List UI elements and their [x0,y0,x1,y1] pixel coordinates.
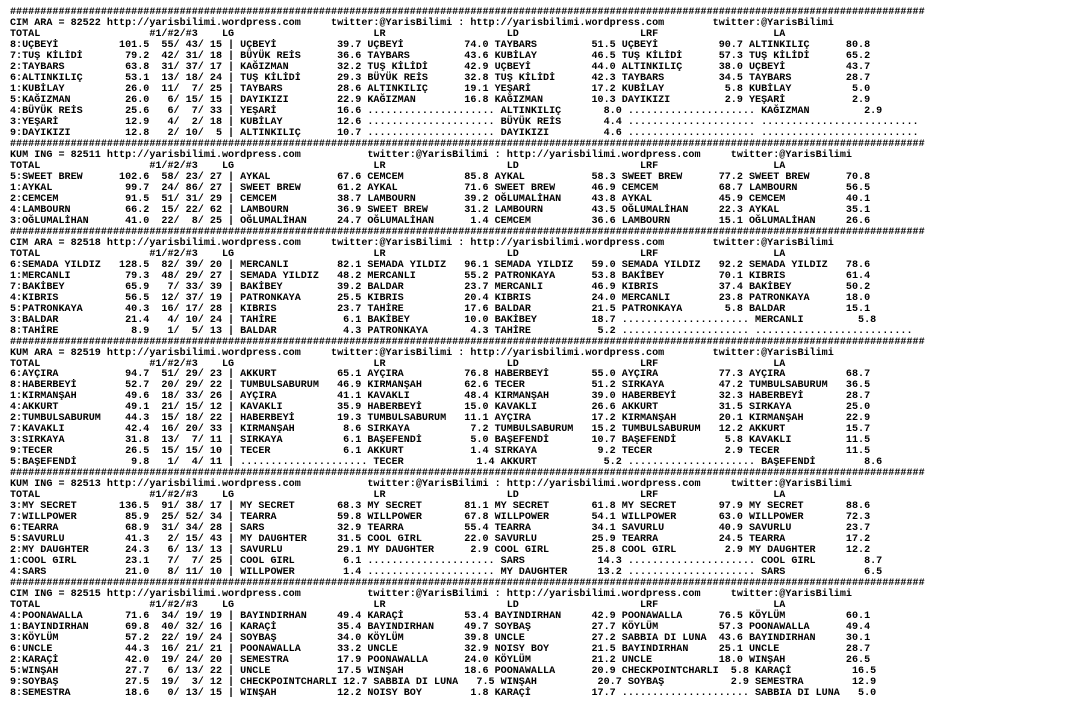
horse-row: 1:MERCANLI 79.3 48/ 29/ 27 | SEMADA YILDIZ 48.2 MERCANLI 55.2 PATRONKAYA 53.8 BAKİBEY 70.1 KIBRIS 61.4 [10,270,871,282]
horse-row: 5:PATRONKAYA 40.3 16/ 17/ 28 | KIBRIS 23.7 TAHİRE 17.6 BALDAR 21.5 PATRONKAYA 5.8 BALDAR 15.1 [10,303,871,315]
horse-row: 5:SAVURLU 41.3 2/ 15/ 43 | MY DAUGHTER 31.5 COOL GIRL 22.0 SAVURLU 25.9 TEARRA 24.5 TEARRA 17.2 [10,534,871,546]
race-header: CIM ARA = 82522 http://yarisbilimi.wordpress.com twitter:@YarisBilimi : http://yarisbilimi.wordpress.com twitter:@YarisBilimi [10,17,834,29]
hash-separator: ####################################################################################################################################################### [10,7,925,18]
horse-row: 8:SEMESTRA 18.6 0/ 13/ 15 | WINŞAH 12.2 NOISY BOY 1.8 KARAÇİ 17.7 ..................... SABBIA DI LUNA 5.0 [10,688,877,700]
horse-row: 8:UÇBEYİ 101.5 55/ 43/ 15 | UÇBEYİ 39.7 UÇBEYİ 74.0 TAYBARS 51.5 UÇBEYİ 90.7 ALTINKILIÇ 80.8 [10,39,871,51]
horse-row: 1:KIRMANŞAH 49.6 18/ 33/ 26 | AYÇIRA 41.1 KAVAKLI 48.4 KIRMANŞAH 39.0 HABERBEYİ 32.3 HABERBEYİ 28.7 [10,391,871,403]
horse-row: 7:KAVAKLI 42.4 16/ 20/ 33 | KIRMANŞAH 8.6 SIRKAYA 7.2 TUMBULSABURUM 15.2 TUMBULSABURUM 12.2 AKKURT 15.7 [10,424,871,436]
horse-row: 4:SARS 21.0 8/ 11/ 10 | WILLPOWER 1.4 ..................... MY DAUGHTER 13.2 ..................... SARS 6.5 [10,567,883,579]
horse-row: 3:YEŞARİ 12.9 4/ 2/ 18 | KUBİLAY 12.6 ..................... BÜYÜK REİS 4.4 ..................... .......................... [10,116,919,128]
horse-row: 7:WILLPOWER 85.9 25/ 52/ 34 | TEARRA 59.8 WILLPOWER 67.8 WILLPOWER 54.1 WILLPOWER 63.0 WILLPOWER 72.3 [10,512,871,524]
hash-separator: ####################################################################################################################################################### [10,226,925,238]
horse-row: 4:AKKURT 49.1 21/ 15/ 12 | KAVAKLI 35.9 HABERBEYİ 15.0 KAVAKLI 26.6 AKKURT 31.5 SIRKAYA 25.0 [10,402,871,414]
horse-row: 5:WINŞAH 27.7 6/ 13/ 22 | UNCLE 17.5 WINŞAH 18.6 POONAWALLA 20.9 CHECKPOINTCHARLI 5.8 KARAÇİ 16.5 [10,666,877,678]
horse-row: 2:TAYBARS 63.8 31/ 37/ 17 | KAĞIZMAN 32.2 TUŞ KİLİDİ 42.9 UÇBEYİ 44.0 ALTINKILIÇ 38.0 UÇBEYİ 43.7 [10,61,871,73]
horse-row: 9:TECER 26.5 15/ 15/ 10 | TECER 6.1 AKKURT 1.4 SIRKAYA 9.2 TECER 2.9 TECER 11.5 [10,446,871,458]
column-header: TOTAL #1/#2/#3 LG LR LD LRF LA [10,600,786,612]
race-header: KUM ARA = 82519 http://yarisbilimi.wordpress.com twitter:@YarisBilimi : http://yarisbilimi.wordpress.com twitter:@YarisBilimi [10,347,834,359]
horse-row: 3:BALDAR 21.4 4/ 10/ 24 | TAHİRE 6.1 BAKİBEY 10.0 BAKİBEY 18.7 ..................... MERCANLI 5.8 [10,314,877,326]
race-report [10,7,925,699]
horse-row: 5:SWEET BREW 102.6 58/ 23/ 27 | AYKAL 67.6 CEMCEM 85.8 AYKAL 58.3 SWEET BREW 77.2 SWEET BREW 70.8 [10,171,871,183]
hash-separator: ####################################################################################################################################################### [10,468,925,480]
horse-row: 6:TEARRA 68.9 31/ 34/ 28 | SARS 32.9 TEARRA 55.4 TEARRA 34.1 SAVURLU 40.9 SAVURLU 23.7 [10,523,871,535]
horse-row: 3:KÖYLÜM 57.2 22/ 19/ 24 | SOYBAŞ 34.0 KÖYLÜM 39.8 UNCLE 27.2 SABBIA DI LUNA 43.6 BAYINDIRHAN 30.1 [10,633,871,645]
horse-row: 2:MY DAUGHTER 24.3 6/ 13/ 13 | SAVURLU 29.1 MY DAUGHTER 2.9 COOL GIRL 25.8 COOL GIRL 2.9 MY DAUGHTER 12.2 [10,545,871,557]
column-header: TOTAL #1/#2/#3 LG LR LD LRF LA [10,28,786,40]
horse-row: 4:LAMBOURN 66.2 15/ 22/ 62 | LAMBOURN 36.9 SWEET BREW 31.2 LAMBOURN 43.5 OĞLUMALİHAN 22.3 AYKAL 35.1 [10,204,871,216]
column-header: TOTAL #1/#2/#3 LG LR LD LRF LA [10,160,786,172]
column-header: TOTAL #1/#2/#3 LG LR LD LRF LA [10,248,786,260]
horse-row: 1:KUBİLAY 26.0 11/ 7/ 25 | TAYBARS 28.6 ALTINKILIÇ 19.1 YEŞARİ 17.2 KUBİLAY 5.8 KUBİLAY 5.0 [10,83,871,95]
horse-row: 5:BAŞEFENDİ 9.8 1/ 4/ 11 | ..................... TECER 1.4 AKKURT 5.2 ..................... BAŞEFENDİ 8.6 [10,457,883,469]
horse-row: 7:TUŞ KİLİDİ 79.2 42/ 31/ 18 | BÜYÜK REİS 36.6 TAYBARS 43.6 KUBİLAY 46.5 TUŞ KİLİDİ 57.3 TUŞ KİLİDİ 65.2 [10,50,871,62]
horse-row: 6:ALTINKILIÇ 53.1 13/ 18/ 24 | TUŞ KİLİDİ 29.3 BÜYÜK REİS 32.8 TUŞ KİLİDİ 42.3 TAYBARS 34.5 TAYBARS 28.7 [10,72,871,84]
horse-row: 1:AYKAL 99.7 24/ 86/ 27 | SWEET BREW 61.2 AYKAL 71.6 SWEET BREW 46.9 CEMCEM 68.7 LAMBOURN 56.5 [10,182,871,194]
horse-row: 4:POONAWALLA 71.6 34/ 19/ 19 | BAYINDIRHAN 49.4 KARAÇİ 53.4 BAYINDIRHAN 42.9 POONAWALLA 76.5 KÖYLÜM 60.1 [10,611,871,623]
horse-row: 3:OĞLUMALİHAN 41.0 22/ 8/ 25 | OĞLUMALİHAN 24.7 OĞLUMALİHAN 1.4 CEMCEM 36.6 LAMBOURN 15.1 OĞLUMALİHAN 26.6 [10,215,871,227]
horse-row: 2:TUMBULSABURUM 44.3 15/ 18/ 22 | HABERBEYİ 19.3 TUMBULSABURUM 11.1 AYÇIRA 17.2 KIRMANŞAH 20.1 KIRMANŞAH 22.9 [10,413,871,425]
horse-row: 9:DAYIKIZI 12.8 2/ 10/ 5 | ALTINKILIÇ 10.7 ..................... DAYIKIZI 4.6 ..................... .......................... [10,127,919,139]
horse-row: 7:BAKİBEY 65.9 7/ 33/ 39 | BAKİBEY 39.2 BALDAR 23.7 MERCANLI 46.9 KIBRIS 37.4 BAKİBEY 50.2 [10,281,871,293]
horse-row: 6:SEMADA YILDIZ 128.5 82/ 39/ 20 | MERCANLI 82.1 SEMADA YILDIZ 96.1 SEMADA YILDIZ 59.0 SEMADA YILDIZ 92.2 SEMADA YILDIZ 78.6 [10,259,871,271]
horse-row: 6:AYÇIRA 94.7 51/ 29/ 23 | AKKURT 65.1 AYÇIRA 76.8 HABERBEYİ 55.0 AYÇIRA 77.3 AYÇIRA 68.7 [10,369,871,381]
horse-row: 8:HABERBEYİ 52.7 20/ 29/ 22 | TUMBULSABURUM 46.9 KIRMANŞAH 62.6 TECER 51.2 SIRKAYA 47.2 TUMBULSABURUM 36.5 [10,380,871,392]
horse-row: 3:SIRKAYA 31.8 13/ 7/ 11 | SIRKAYA 6.1 BAŞEFENDİ 5.0 BAŞEFENDİ 10.7 BAŞEFENDİ 5.8 KAVAKLI 11.5 [10,435,871,447]
race-header: CIM ARA = 82518 http://yarisbilimi.wordpress.com twitter:@YarisBilimi : http://yarisbilimi.wordpress.com twitter:@YarisBilimi [10,237,834,249]
column-header: TOTAL #1/#2/#3 LG LR LD LRF LA [10,358,786,370]
race-header: KUM ING = 82511 http://yarisbilimi.wordpress.com twitter:@YarisBilimi : http://yarisbilimi.wordpress.com twitter:@YarisBilimi [10,149,852,161]
horse-row: 2:CEMCEM 91.5 51/ 31/ 29 | CEMCEM 38.7 LAMBOURN 39.2 OĞLUMALİHAN 43.8 AYKAL 45.9 CEMCEM 40.1 [10,193,871,205]
race-header: KUM ING = 82513 http://yarisbilimi.wordpress.com twitter:@YarisBilimi : http://yarisbilimi.wordpress.com twitter:@YarisBilimi [10,479,852,491]
race-header: CIM ING = 82515 http://yarisbilimi.wordpress.com twitter:@YarisBilimi : http://yarisbilimi.wordpress.com twitter:@YarisBilimi [10,589,852,601]
hash-separator: ####################################################################################################################################################### [10,578,925,590]
horse-row: 1:BAYINDIRHAN 69.8 40/ 32/ 16 | KARAÇİ 35.4 BAYINDIRHAN 49.7 SOYBAŞ 27.7 KÖYLÜM 57.3 POONAWALLA 49.4 [10,622,871,634]
horse-row: 2:KARAÇİ 42.0 19/ 24/ 20 | SEMESTRA 17.9 POONAWALLA 24.0 KÖYLÜM 21.2 UNCLE 18.0 WINŞAH 26.5 [10,655,871,667]
horse-row: 1:COOL GIRL 23.1 7/ 7/ 25 | COOL GIRL 6.1 ..................... SARS 14.3 ..................... COOL GIRL 8.7 [10,556,883,568]
horse-row: 4:KIBRIS 56.5 12/ 37/ 19 | PATRONKAYA 25.5 KIBRIS 20.4 KIBRIS 24.0 MERCANLI 23.8 PATRONKAYA 18.0 [10,292,871,304]
hash-separator: ####################################################################################################################################################### [10,336,925,348]
hash-separator: ####################################################################################################################################################### [10,138,925,150]
column-header: TOTAL #1/#2/#3 LG LR LD LRF LA [10,490,786,502]
horse-row: 5:KAĞIZMAN 26.0 6/ 15/ 15 | DAYIKIZI 22.9 KAĞIZMAN 16.8 KAĞIZMAN 10.3 DAYIKIZI 2.9 YEŞARİ 2.9 [10,94,871,106]
horse-row: 9:SOYBAŞ 27.5 19/ 3/ 12 | CHECKPOINTCHARLI 12.7 SABBIA DI LUNA 7.5 WINŞAH 20.7 SOYBAŞ 2.9 SEMESTRA 12.9 [10,677,877,689]
horse-row: 6:UNCLE 44.3 16/ 21/ 21 | POONAWALLA 33.2 UNCLE 32.9 NOISY BOY 21.5 BAYINDIRHAN 25.1 UNCLE 28.7 [10,644,871,656]
horse-row: 4:BÜYÜK REİS 25.6 6/ 7/ 33 | YEŞARİ 16.6 ..................... ALTINKILIÇ 8.0 ..................... KAĞIZMAN 2.9 [10,105,883,117]
horse-row: 3:MY SECRET 136.5 91/ 38/ 17 | MY SECRET 68.3 MY SECRET 81.1 MY SECRET 61.8 MY SECRET 97.9 MY SECRET 88.6 [10,501,871,513]
horse-row: 8:TAHİRE 8.9 1/ 5/ 13 | BALDAR 4.3 PATRONKAYA 4.3 TAHİRE 5.2 ..................... .......................... [10,325,913,337]
